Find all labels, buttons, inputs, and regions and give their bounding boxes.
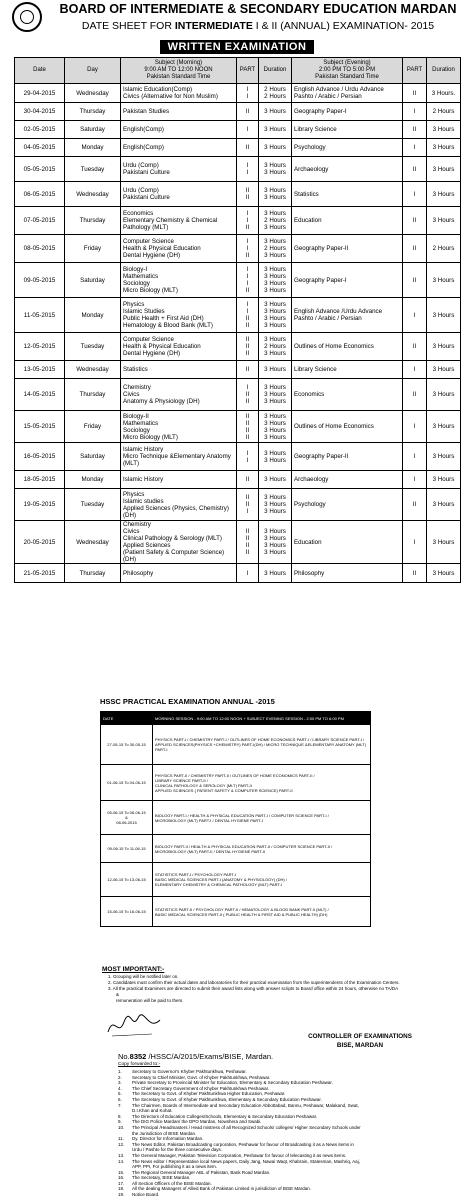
evening-duration-cell: 3 Hours — [427, 121, 461, 139]
evening-subject-cell: Philosophy — [292, 564, 403, 583]
practical-date-cell: 05-06-15 To 06-06-15 & 08-06-2015 — [101, 801, 153, 835]
date-cell: 14-05-2015 — [15, 379, 65, 411]
day-cell: Thursday — [65, 564, 121, 583]
list-item-text: The Chief Secretary Government of Khyber Pakhtunkhwa Peshawar. — [132, 1085, 270, 1091]
list-item — [118, 1125, 448, 1136]
copy-forwarded-title: Copy forwarded to:- — [118, 1062, 161, 1067]
list-item-text: All Section Officers of the BISE Mardan. — [132, 1180, 212, 1186]
list-item-number: 16. — [118, 1175, 125, 1181]
morning-duration-cell: 3 Hours 3 Hours — [259, 157, 292, 182]
day-cell: Friday — [65, 235, 121, 263]
list-item-text: The Secretary to Govt. of Khyber Pakhtunkhwa Higher Education, Peshawar. — [132, 1091, 286, 1097]
written-exam-banner: WRITTEN EXAMINATION — [0, 37, 474, 55]
date-cell: 07-05-2015 — [15, 207, 65, 235]
board-title: BOARD OF INTERMEDIATE & SECONDARY EDUCATION MARDAN — [59, 2, 457, 16]
date-cell: 13-05-2015 — [15, 361, 65, 379]
evening-duration-cell: 3 Hours — [427, 521, 461, 564]
morning-part-cell: II II II II — [237, 411, 259, 443]
date-cell: 11-05-2015 — [15, 298, 65, 333]
table-row — [15, 103, 461, 121]
evening-part-cell: I — [403, 361, 427, 379]
list-item-text: Dy. Director for Information Mardan. — [132, 1136, 204, 1142]
morning-part-cell: I I — [237, 443, 259, 471]
list-item-text: The Regional General Manager ABL of Pakistan, Bank Road Mardan. — [132, 1169, 271, 1175]
evening-subject-cell: English Advance /Urdu Advance Pashto / Arabic / Persian — [292, 298, 403, 333]
evening-duration-cell: 3 Hours — [427, 361, 461, 379]
date-cell: 21-05-2015 — [15, 564, 65, 583]
morning-duration-cell: 3 Hours 3 Hours — [259, 443, 292, 471]
day-cell: Monday — [65, 139, 121, 157]
important-item: 1. Grouping will be notified later on. — [108, 974, 179, 979]
important-item: 3. All the practical Examiners are directed to submit their award lists along with answer scripts to Board office within 24 hours, otherwise no TA/DA & remuneration will be paid to them. — [108, 986, 398, 1003]
evening-part-cell: II — [403, 207, 427, 235]
day-cell: Monday — [65, 298, 121, 333]
morning-duration-cell: 3 Hours — [259, 139, 292, 157]
table-row — [15, 235, 461, 263]
datesheet-title: DATE SHEET FOR INTERMEDIATE I & II (ANNUAL) EXAMINATION- 2015 — [81, 20, 435, 32]
list-item-text: The DIG Police Mardan/ the DPO Mardan, Nowshera and Swabi. — [132, 1119, 262, 1125]
board-logo-icon — [12, 2, 42, 32]
day-cell: Wednesday — [65, 182, 121, 207]
col-date: Date — [15, 58, 65, 84]
table-row — [15, 471, 461, 489]
morning-duration-cell: 3 Hours 3 Hours 3 Hours — [259, 379, 292, 411]
day-cell: Saturday — [65, 263, 121, 298]
col-duration-evening: Duration — [427, 58, 461, 84]
morning-part-cell: I I II — [237, 207, 259, 235]
day-cell: Thursday — [65, 103, 121, 121]
evening-part-cell: I — [403, 471, 427, 489]
morning-part-cell: II II II — [237, 333, 259, 361]
list-item-number: 12. — [118, 1141, 125, 1147]
day-cell: Wednesday — [65, 361, 121, 379]
evening-part-cell: II — [403, 263, 427, 298]
morning-subject-cell: Pakistan Studies — [121, 103, 237, 121]
morning-subject-cell: Biology-II Mathematics Sociology Micro Biology (MLT) — [121, 411, 237, 443]
col-duration: Duration — [259, 58, 292, 84]
practical-date-cell: 01-06-15 To 04-06-15 — [101, 765, 153, 801]
col-morning: Subject (Morning) 9:00 AM TO 12:00 NOON Pakistan Standard Time — [121, 58, 237, 84]
table-row — [15, 139, 461, 157]
list-item-number: 6. — [118, 1096, 122, 1102]
evening-subject-cell: Outlines of Home Economics — [292, 411, 403, 443]
list-item-text: Secretary to Chief Minister, Govt. of Khyber Pakhtunkhwa, Peshawar. — [132, 1074, 271, 1080]
list-item-number: 18. — [118, 1186, 125, 1192]
morning-duration-cell: 3 Hours 2 Hours 3 Hours — [259, 207, 292, 235]
evening-part-cell: II — [403, 121, 427, 139]
list-item-number: 15. — [118, 1169, 125, 1175]
list-item-text: The News Editor, Pakistan Broadcasting corporation, Peshawar for favour of Broadcasting it as a News items in Urdu / Pashto for the three consecutive days. — [132, 1141, 354, 1153]
practical-title: HSSC PRACTICAL EXAMINATION ANNUAL -2015 — [100, 697, 275, 706]
date-cell: 29-04-2015 — [15, 84, 65, 103]
morning-subject-cell: Physics Islamic Studies Public Health + First Aid (DH) Hematology & Blood Bank (MLT) — [121, 298, 237, 333]
list-item-text: The Directors of Education Colleges/Schools, Elementary & Secondary Education Peshawar. — [132, 1113, 318, 1119]
morning-subject-cell: Chemistry Civics Anatomy & Physiology (DH) — [121, 379, 237, 411]
morning-part-cell: I I II — [237, 235, 259, 263]
evening-subject-cell: Economics — [292, 379, 403, 411]
day-cell: Friday — [65, 411, 121, 443]
evening-part-cell: I — [403, 443, 427, 471]
list-item-text: The Secretary, BISE Mardan. — [132, 1175, 191, 1181]
day-cell: Thursday — [65, 207, 121, 235]
morning-part-cell: II — [237, 139, 259, 157]
table-row — [15, 489, 461, 521]
morning-part-cell: I — [237, 564, 259, 583]
date-cell: 02-05-2015 — [15, 121, 65, 139]
morning-duration-cell: 3 Hours — [259, 103, 292, 121]
list-item-number: 9. — [118, 1119, 122, 1125]
col-evening: Subject (Evening) 2:00 PM TO 5:00 PM Pakistan Standard Time — [292, 58, 403, 84]
table-row — [15, 298, 461, 333]
morning-part-cell: II — [237, 471, 259, 489]
evening-subject-cell: Psychology — [292, 139, 403, 157]
evening-subject-cell: Geography Paper-II — [292, 443, 403, 471]
evening-duration-cell: 3 Hours — [427, 443, 461, 471]
page-header — [0, 0, 474, 56]
morning-part-cell: I I I II — [237, 263, 259, 298]
copy-list — [118, 1069, 448, 1198]
evening-duration-cell: 3 Hours — [427, 489, 461, 521]
morning-subject-cell: Physics Islamic studies Applied Sciences (Physics, Chemistry) (DH) — [121, 489, 237, 521]
day-cell: Wednesday — [65, 84, 121, 103]
morning-subject-cell: Computer Science Health & Physical Education Dental Hygiene (DH) — [121, 333, 237, 361]
controller-title: CONTROLLER OF EXAMINATIONS — [308, 1033, 412, 1040]
evening-duration-cell: 3 Hours — [427, 182, 461, 207]
table-row — [15, 84, 461, 103]
practical-subjects-cell: PHYSICS PART-I / CHEMISTRY PART-I / OUTLINES OF HOME ECONOMICS PART-I / LIBRARY SCIENCE PART-I / APPLIED SCIENCES(PHYSICS +CHEMISTRY) PART-I(DH) / MICRO TECHNIQUE &ELEMENTARY ANATOMY (MLT) PART-I — [153, 725, 371, 765]
evening-subject-cell: Psychology — [292, 489, 403, 521]
list-item-number: 19. — [118, 1192, 125, 1198]
date-cell: 12-05-2015 — [15, 333, 65, 361]
evening-duration-cell: 3 Hours — [427, 139, 461, 157]
evening-part-cell: II — [403, 379, 427, 411]
date-cell: 18-05-2015 — [15, 471, 65, 489]
list-item-number: 4. — [118, 1085, 122, 1091]
evening-duration-cell: 3 Hours — [427, 471, 461, 489]
morning-subject-cell: Computer Science Health & Physical Education Dental Hygiene (DH) — [121, 235, 237, 263]
evening-duration-cell: 3 Hours — [427, 263, 461, 298]
morning-duration-cell: 3 Hours 3 Hours 3 Hours 3 Hours — [259, 521, 292, 564]
evening-duration-cell: 3 Hours — [427, 564, 461, 583]
evening-subject-cell: Outlines of Home Economics — [292, 333, 403, 361]
list-item — [118, 1142, 448, 1153]
col-part-evening: PART — [403, 58, 427, 84]
evening-subject-cell: Education — [292, 521, 403, 564]
practical-row — [101, 897, 371, 927]
day-cell: Tuesday — [65, 157, 121, 182]
list-item-number: 7. — [118, 1102, 122, 1108]
table-row — [15, 521, 461, 564]
morning-subject-cell: English(Comp) — [121, 121, 237, 139]
evening-subject-cell: Library Science — [292, 361, 403, 379]
evening-duration-cell: 3 Hours — [427, 333, 461, 361]
practical-row — [101, 863, 371, 897]
table-row — [15, 182, 461, 207]
important-item: 2. Candidates must confirm their actual dates and laboratories for their practical examination from the superintendents of the Examination Centers. — [108, 980, 400, 985]
evening-duration-cell: 3 Hours — [427, 379, 461, 411]
list-item-number: 14. — [118, 1158, 125, 1164]
morning-part-cell: I I — [237, 157, 259, 182]
morning-subject-cell: Urdu (Comp) Pakistani Culture — [121, 182, 237, 207]
morning-duration-cell: 2 Hours 2 Hours — [259, 84, 292, 103]
morning-subject-cell: Economics Elementary Chemistry & Chemical Pathology (MLT) — [121, 207, 237, 235]
table-row — [15, 121, 461, 139]
table-row — [15, 157, 461, 182]
day-cell: Thursday — [65, 379, 121, 411]
morning-subject-cell: Islamic History — [121, 471, 237, 489]
morning-duration-cell: 3 Hours 3 Hours 3 Hours 3 Hours — [259, 263, 292, 298]
evening-part-cell: I — [403, 182, 427, 207]
evening-part-cell: I — [403, 521, 427, 564]
list-item-text: Private Secretary to Provincial Minister for Education, Elementary & Secondary Education Peshawar. — [132, 1080, 333, 1086]
practical-date-cell: 09-06-15 To 11-06-15 — [101, 835, 153, 863]
table-row — [15, 207, 461, 235]
practical-date-cell: 15-06-15 To 16-06-15 — [101, 897, 153, 927]
col-part: PART — [237, 58, 259, 84]
evening-subject-cell: Archaeology — [292, 471, 403, 489]
morning-duration-cell: 3 Hours 3 Hours 3 Hours 3 Hours — [259, 298, 292, 333]
morning-part-cell: II — [237, 103, 259, 121]
morning-part-cell: II — [237, 361, 259, 379]
reference-number: No.8352 /HSSC/A/2015/Exams/BISE, Mardan. — [118, 1052, 274, 1061]
date-cell: 20-05-2015 — [15, 521, 65, 564]
day-cell: Tuesday — [65, 489, 121, 521]
evening-part-cell: II — [403, 235, 427, 263]
practical-subjects-cell: BIOLOGY PART-II / HEALTH & PHYSICAL EDUCATION PART-II / COMPUTER SCIENCE PART-II / MICROBIOLOGY (MLT) PART-II / DENTAL HYGIENE PART-II — [153, 835, 371, 863]
morning-subject-cell: Statistics — [121, 361, 237, 379]
evening-subject-cell: Geography Paper-I — [292, 103, 403, 121]
morning-subject-cell: Philosophy — [121, 564, 237, 583]
table-row — [15, 379, 461, 411]
evening-part-cell: I — [403, 298, 427, 333]
evening-duration-cell: 3 Hours — [427, 411, 461, 443]
important-title: MOST IMPORTANT:- — [102, 966, 165, 973]
evening-duration-cell: 2 Hours — [427, 103, 461, 121]
date-cell: 04-05-2015 — [15, 139, 65, 157]
list-item-number: 13. — [118, 1152, 125, 1158]
list-item-number: 3. — [118, 1080, 122, 1086]
list-item-text: Notice Board. — [132, 1192, 160, 1198]
date-cell: 05-05-2015 — [15, 157, 65, 182]
list-item-number: 10. — [118, 1124, 125, 1130]
evening-duration-cell: 3 Hours. — [427, 84, 461, 103]
morning-duration-cell: 3 Hours 2 Hours 3 Hours — [259, 333, 292, 361]
table-row — [15, 443, 461, 471]
evening-subject-cell: English Advance / Urdu Advance Pashto / Arabic / Persian — [292, 84, 403, 103]
practical-subjects-cell: STATISTICS PART-I / PSYCHOLOGY PART-I BASIC MEDICAL SCIENCES PART-I (ANATOMY & PHYSIOLOGY) (DH) / ELEMENTARY CHEMISTRY & CHEMICAL PATHOLOGY (MLT) PART-I — [153, 863, 371, 897]
date-cell: 08-05-2015 — [15, 235, 65, 263]
practical-subjects-cell: BIOLOGY PART-I / HEALTH & PHYSICAL EDUCATION PART-I / COMPUTER SCIENCE PART-I / MICROBIOLOGY (MLT) PART-I / DENTAL HYGIENE PART-I — [153, 801, 371, 835]
day-cell: Saturday — [65, 121, 121, 139]
evening-part-cell: II — [403, 333, 427, 361]
practical-row — [101, 801, 371, 835]
list-item-text: The Principal /Headmasters / Head mistress of all Recognized Schools/ colleges/ Higher Secondary Schools under the Jurisdiction of BISE Mardan. — [132, 1124, 361, 1136]
morning-subject-cell: Chemistry Civics Clinical Pathology & Serology (MLT) Applied Sciences (Patient Safety & Computer Science) (DH) — [121, 521, 237, 564]
morning-duration-cell: 3 Hours — [259, 564, 292, 583]
evening-subject-cell: Archaeology — [292, 157, 403, 182]
morning-part-cell: II II II II — [237, 521, 259, 564]
evening-duration-cell: 3 Hours — [427, 157, 461, 182]
practical-date-cell: 27-05-15 To 30-05-15 — [101, 725, 153, 765]
practical-subjects-cell: STATISTICS PART-II / PSYCHOLOGY PART-II / HEMATOLOGY & BLOOD BANK PART-II (MLT) / BASIC MEDICAL SCIENCES PART-II ( PUBLIC HEALTH & FIRST AID & PUBLIC HEALTH) (DH) — [153, 897, 371, 927]
practical-date-cell: 12-06-15 To 13-06-15 — [101, 863, 153, 897]
practical-row — [101, 725, 371, 765]
list-item-number: 1. — [118, 1069, 122, 1074]
date-cell: 09-05-2015 — [15, 263, 65, 298]
evening-duration-cell: 3 Hours — [427, 207, 461, 235]
morning-subject-cell: Islamic History Micro Technique &Elementary Anatomy (MLT) — [121, 443, 237, 471]
morning-part-cell: I I II II — [237, 298, 259, 333]
evening-part-cell: I — [403, 139, 427, 157]
list-item-text: The Secretary to Govt. of Khyber Pakhtunkhwa, Elementary & Secondary Education Peshawar. — [132, 1096, 322, 1102]
evening-subject-cell: Statistics — [292, 182, 403, 207]
morning-part-cell: I — [237, 121, 259, 139]
evening-part-cell: II — [403, 489, 427, 521]
list-item-text: The News editor / Representative local News papers, Daily Jang, Nawai Waqt, Khabrain, Statesman, Mashriq, Aaj, APP, PPI, For publishing it as a news item. — [132, 1158, 360, 1170]
day-cell: Saturday — [65, 443, 121, 471]
evening-part-cell: II — [403, 564, 427, 583]
day-cell: Monday — [65, 471, 121, 489]
evening-subject-cell: Library Science — [292, 121, 403, 139]
morning-duration-cell: 3 Hours 3 Hours 3 Hours — [259, 489, 292, 521]
table-row — [15, 263, 461, 298]
written-datesheet-table — [14, 57, 461, 583]
evening-part-cell: I — [403, 103, 427, 121]
practical-row — [101, 765, 371, 801]
evening-part-cell: II — [403, 157, 427, 182]
practical-table — [100, 711, 371, 927]
controller-office: BISE, MARDAN — [336, 1042, 384, 1049]
table-row — [15, 411, 461, 443]
list-item-number: 2. — [118, 1074, 122, 1080]
morning-duration-cell: 3 Hours — [259, 471, 292, 489]
list-item — [118, 1159, 448, 1170]
morning-duration-cell: 3 Hours — [259, 121, 292, 139]
table-row — [15, 564, 461, 583]
morning-subject-cell: English(Comp) — [121, 139, 237, 157]
list-item-number: 11. — [118, 1136, 124, 1142]
date-cell: 15-05-2015 — [15, 411, 65, 443]
date-cell: 06-05-2015 — [15, 182, 65, 207]
morning-duration-cell: 3 Hours — [259, 361, 292, 379]
list-item — [118, 1103, 448, 1114]
evening-part-cell: II — [403, 84, 427, 103]
practical-col-date: DATE — [101, 712, 153, 725]
practical-section — [100, 697, 370, 962]
morning-subject-cell: Urdu (Comp) Pakistani Culture — [121, 157, 237, 182]
evening-subject-cell: Geography Paper-II — [292, 235, 403, 263]
practical-col-sessions: MORNING SESSION - 9:00 AM TO 12:00 NOON + SUBJECT EVENING SESSION - 2:00 PM TO 6:00 PM — [153, 712, 371, 725]
list-item-text: The General Manager, Pakistan Television Corporation, Peshawar for favour of telecasting it as news items. — [132, 1152, 347, 1158]
list-item-number: 17. — [118, 1180, 125, 1186]
evening-subject-cell: Geography Paper-I — [292, 263, 403, 298]
list-item-text: The Chairmen, Boards of Intermediate and Secondary Education Abbottabad, Bannu, Peshawar, Malakand, Swat, D.I.Khan and Kohat. — [132, 1102, 359, 1114]
table-row — [15, 333, 461, 361]
morning-subject-cell: Islamic Education(Comp) Civics (Alternative for Non Muslim) — [121, 84, 237, 103]
date-cell: 19-05-2015 — [15, 489, 65, 521]
practical-header-row — [101, 712, 371, 725]
important-notes — [102, 967, 402, 1004]
controller-block — [260, 1032, 460, 1050]
date-cell: 30-04-2015 — [15, 103, 65, 121]
evening-subject-cell: Education — [292, 207, 403, 235]
morning-part-cell: I II II — [237, 379, 259, 411]
evening-part-cell: I — [403, 411, 427, 443]
list-item-number: 5. — [118, 1091, 122, 1097]
morning-part-cell: I I — [237, 84, 259, 103]
evening-duration-cell: 2 Hours — [427, 235, 461, 263]
practical-row — [101, 835, 371, 863]
morning-part-cell: II II I — [237, 489, 259, 521]
list-item-text: All the dealing Managers of Allied Bank of Pakistan Limited in jurisdiction of BISE Mardan. — [132, 1186, 311, 1192]
signature-icon — [104, 1010, 164, 1040]
table-row — [15, 361, 461, 379]
day-cell: Tuesday — [65, 333, 121, 361]
morning-duration-cell: 3 Hours 3 Hours — [259, 182, 292, 207]
morning-duration-cell: 3 Hours 2 Hours 3 Hours — [259, 235, 292, 263]
list-item-text: Secretary to Governor's Khyber Pakhtunkhwa, Peshawar. — [132, 1069, 247, 1074]
day-cell: Wednesday — [65, 521, 121, 564]
list-item — [118, 1192, 448, 1198]
evening-duration-cell: 3 Hours — [427, 298, 461, 333]
date-cell: 16-05-2015 — [15, 443, 65, 471]
list-item-number: 8. — [118, 1113, 122, 1119]
table-header-row — [15, 58, 461, 84]
morning-duration-cell: 3 Hours 3 Hours 3 Hours 3 Hours — [259, 411, 292, 443]
morning-part-cell: II II — [237, 182, 259, 207]
morning-subject-cell: Biology-I Mathematics Sociology Micro Biology (MLT) — [121, 263, 237, 298]
practical-subjects-cell: PHYSICS PART-II / CHEMISTRY PART-II / OUTLINES OF HOME ECONOMICS PART-II / LIBRARY SCIENCE PART-II / CLINICAL PATHOLOGY & SEROLOGY (MLT) PART-II APPLIED SCIENCES ( PATIENT SAFETY & COMPUTER SCIENCE) PART-II — [153, 765, 371, 801]
col-day: Day — [65, 58, 121, 84]
